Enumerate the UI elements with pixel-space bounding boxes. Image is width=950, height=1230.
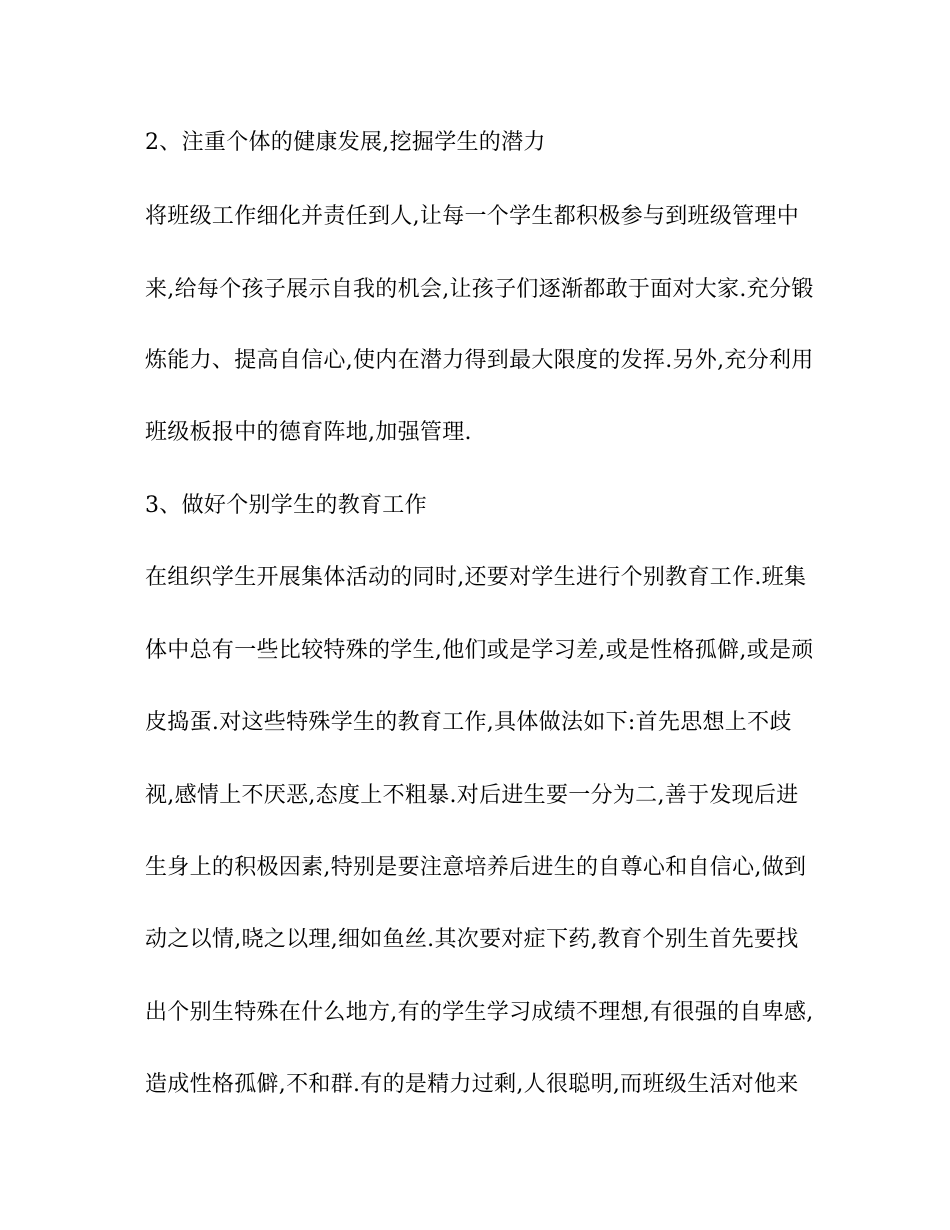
paragraph-line: 生身上的积极因素,特别是要注意培养后进生的自尊心和自信心,做到 — [145, 855, 807, 880]
section-heading-3: 3、做好个别学生的教育工作 — [145, 493, 427, 518]
paragraph-line: 出个别生特殊在什么地方,有的学生学习成绩不理想,有很强的自卑感, — [145, 1000, 814, 1025]
paragraph-line: 炼能力、提高自信心,使内在潜力得到最大限度的发挥.另外,充分利用 — [145, 348, 814, 373]
paragraph-line: 皮捣蛋.对这些特殊学生的教育工作,具体做法如下:首先思想上不歧 — [145, 710, 792, 735]
paragraph-line: 班级板报中的德育阵地,加强管理. — [145, 420, 472, 445]
paragraph-line: 在组织学生开展集体活动的同时,还要对学生进行个别教育工作.班集 — [145, 565, 807, 590]
paragraph-line: 将班级工作细化并责任到人,让每一个学生都积极参与到班级管理中 — [145, 204, 799, 229]
paragraph-line: 造成性格孤僻,不和群.有的是精力过剩,人很聪明,而班级生活对他来 — [145, 1072, 799, 1097]
paragraph-line: 体中总有一些比较特殊的学生,他们或是学习差,或是性格孤僻,或是顽 — [145, 638, 814, 663]
paragraph-line: 视,感情上不厌恶,态度上不粗暴.对后进生要一分为二,善于发现后进 — [145, 783, 799, 808]
paragraph-line: 动之以情,晓之以理,细如鱼丝.其次要对症下药,教育个别生首先要找 — [145, 927, 799, 952]
section-heading-2: 2、注重个体的健康发展,挖掘学生的潜力 — [145, 130, 546, 155]
paragraph-line: 来,给每个孩子展示自我的机会,让孩子们逐渐都敢于面对大家.充分锻 — [145, 277, 814, 302]
